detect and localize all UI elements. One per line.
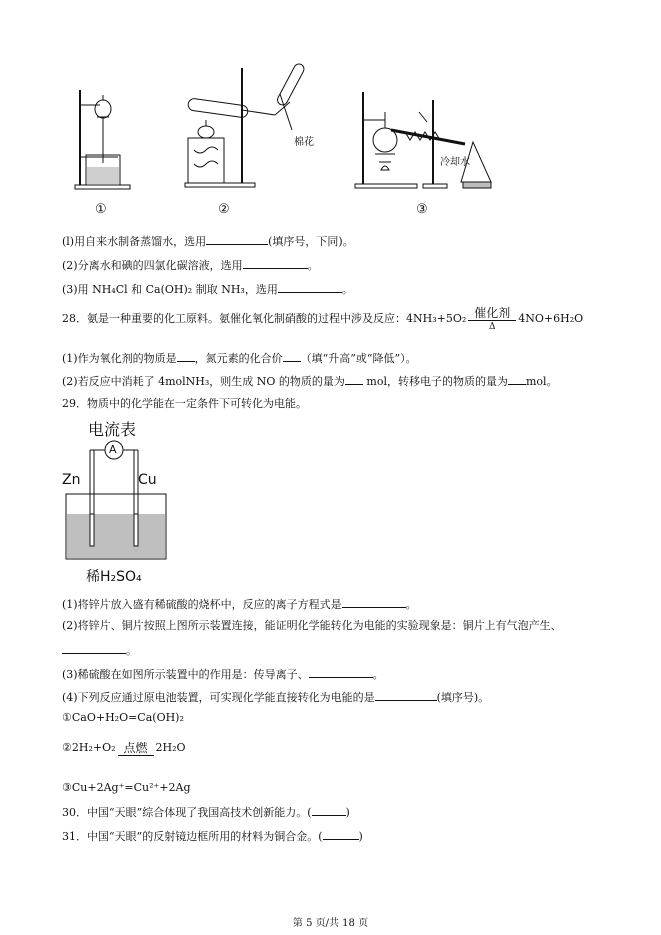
answer-blank[interactable] bbox=[508, 373, 526, 385]
apparatus-3-distillation bbox=[355, 92, 505, 192]
apparatus-1-separatory-funnel bbox=[70, 85, 140, 195]
q29-stem: 29．物质中的化学能在一定条件下可转化为电能。 bbox=[62, 397, 307, 410]
q27-part2: (2)分离水和碘的四氯化碳溶液，选用 。 bbox=[62, 259, 319, 272]
answer-blank[interactable] bbox=[345, 373, 363, 385]
galvanic-cell-diagram bbox=[62, 436, 172, 586]
answer-blank[interactable] bbox=[177, 350, 195, 362]
page-footer: 第 5 页/共 18 页 bbox=[292, 918, 369, 929]
reaction-condition: $\frac{\text{催化剂}}{\Delta}$ bbox=[468, 306, 516, 333]
answer-blank[interactable] bbox=[375, 689, 437, 701]
q29-part4: (4)下列反应通过原电池装置，可实现化学能直接转化为电能的是 (填序号)。 bbox=[62, 691, 490, 704]
apparatus-3-label: ③ bbox=[416, 202, 428, 217]
q27-part3: (3)用 NH₄Cl 和 Ca(OH)₂ 制取 NH₃，选用 。 bbox=[62, 283, 353, 296]
cotton-label: 棉花 bbox=[294, 137, 314, 148]
ammeter-symbol: A bbox=[109, 443, 117, 456]
answer-blank[interactable] bbox=[278, 281, 342, 293]
q29-part2-cont: 。 bbox=[62, 642, 137, 658]
q31: 31．中国“天眼”的反射镜边框所用的材料为铜合金。( ) bbox=[62, 830, 363, 843]
ignition-condition: 点燃 bbox=[118, 741, 154, 756]
cooling-water-label: 冷却水 bbox=[440, 157, 470, 168]
apparatus-1-label: ① bbox=[95, 202, 107, 217]
apparatus-2-label: ② bbox=[218, 202, 230, 217]
q29-part3: (3)稀硫酸在如图所示装置中的作用是：传导离子、 。 bbox=[62, 668, 384, 681]
answer-blank[interactable] bbox=[243, 257, 308, 269]
answer-blank[interactable] bbox=[309, 666, 373, 678]
q29-part2: (2)将锌片、铜片按照上图所示装置连接，能证明化学能转化为电能的实验现象是：铜片上有气泡产生、 bbox=[62, 619, 562, 632]
answer-blank[interactable] bbox=[312, 804, 346, 816]
ammeter-label: 电流表 bbox=[88, 420, 137, 439]
q29-part1: (1)将锌片放入盛有稀硫酸的烧杯中，反应的离子方程式是 。 bbox=[62, 598, 417, 611]
q29-option3: ③Cu+2Ag⁺=Cu²⁺+2Ag bbox=[62, 781, 191, 794]
answer-blank[interactable] bbox=[323, 828, 359, 840]
answer-blank[interactable] bbox=[206, 233, 268, 245]
q29-option1: ①CaO+H₂O=Ca(OH)₂ bbox=[62, 711, 184, 724]
q29-option2: ②2H₂+O₂ 点燃 2H₂O bbox=[62, 740, 186, 755]
q28-part1: (1)作为氧化剂的物质是 ，氮元素的化合价 （填“升高”或“降低”）。 bbox=[62, 352, 417, 365]
copper-electrode-label: Cu bbox=[138, 472, 157, 488]
q28-stem: 28．氨是一种重要的化工原料。氨催化氧化制硝酸的过程中涉及反应：4NH₃+5O₂ $\frac{\text{催化剂}}{\Delta}$ 4NO+6H₂O bbox=[62, 305, 584, 332]
apparatus-2-gas-generation bbox=[180, 60, 320, 190]
answer-blank[interactable] bbox=[62, 642, 126, 654]
answer-blank[interactable] bbox=[283, 350, 301, 362]
zinc-electrode-label: Zn bbox=[62, 472, 81, 488]
dilute-sulfuric-acid-label: 稀H₂SO₄ bbox=[86, 569, 142, 585]
q30: 30．中国“天眼”综合体现了我国高技术创新能力。( ) bbox=[62, 806, 350, 819]
q28-part2: (2)若反应中消耗了 4molNH₃，则生成 NO 的物质的量为 mol，转移电子的物质的量为 mol。 bbox=[62, 375, 558, 388]
answer-blank[interactable] bbox=[342, 596, 406, 608]
q27-part1: (l)用自来水制备蒸馏水，选用 (填序号，下同)。 bbox=[62, 235, 354, 248]
